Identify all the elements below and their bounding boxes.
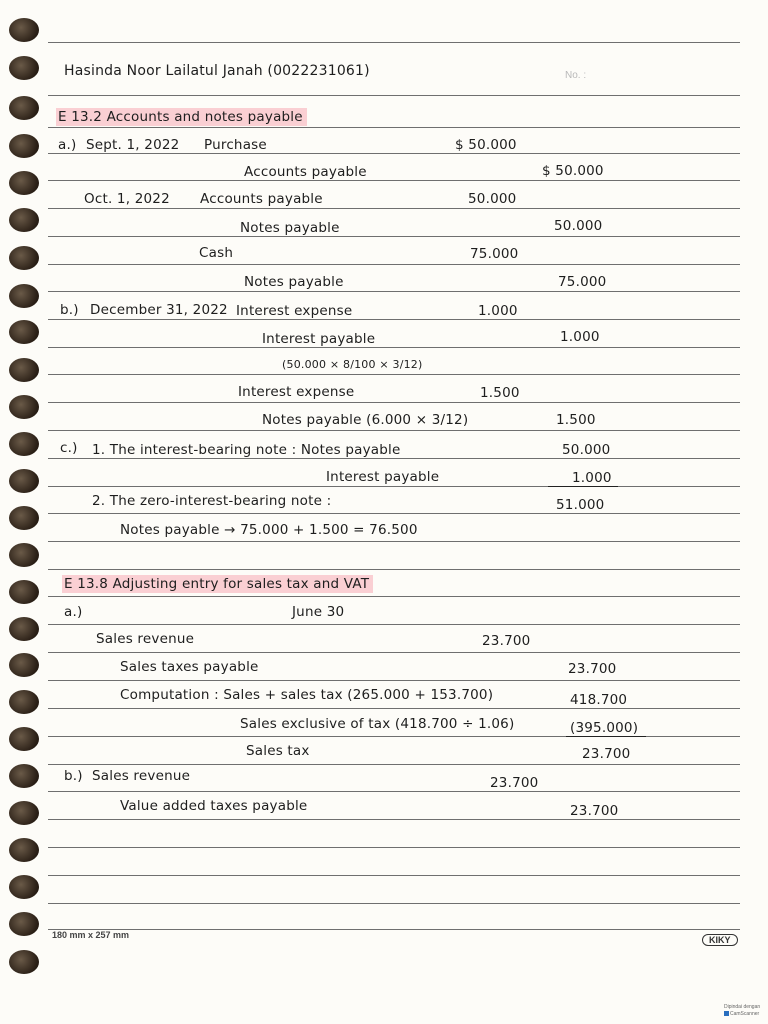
entry-date: Sept. 1, 2022 <box>86 137 180 153</box>
ruled-line <box>48 791 740 792</box>
ruled-line <box>48 903 740 904</box>
binder-hole <box>9 764 39 788</box>
debit-amount: $ 50.000 <box>455 137 517 153</box>
ruled-line <box>48 541 740 542</box>
ruled-line <box>48 624 740 625</box>
interest-calculation: (50.000 × 8/100 × 3/12) <box>282 358 423 371</box>
ruled-line <box>48 347 740 348</box>
ruled-line <box>48 486 740 487</box>
ruled-line <box>48 127 740 128</box>
account-name: Sales taxes payable <box>120 659 259 675</box>
binder-hole <box>9 617 39 641</box>
ruled-line <box>48 652 740 653</box>
ruled-line <box>48 569 740 570</box>
credit-amount: 1.500 <box>556 412 596 428</box>
ruled-line <box>48 819 740 820</box>
ruled-line <box>48 708 740 709</box>
total-underline <box>548 486 618 487</box>
credit-amount: 1.000 <box>560 329 600 345</box>
entry-date: Oct. 1, 2022 <box>84 191 170 207</box>
ruled-line <box>48 764 740 765</box>
binder-hole <box>9 395 39 419</box>
computation-line: Sales exclusive of tax (418.700 ÷ 1.06) <box>240 716 515 732</box>
debit-amount: 1.500 <box>480 385 520 401</box>
binder-hole <box>9 96 39 120</box>
entry-date: December 31, 2022 <box>90 302 228 318</box>
number-label: No. : <box>565 70 587 81</box>
ruled-line <box>48 180 740 181</box>
scanner-watermark <box>724 1004 764 1020</box>
total-underline <box>566 736 646 737</box>
credit-amount: 50.000 <box>554 218 603 234</box>
account-name: Notes payable <box>240 220 340 236</box>
part-c-label: c.) <box>60 440 78 456</box>
binder-hole <box>9 838 39 862</box>
binder-hole <box>9 432 39 456</box>
ruled-line <box>48 208 740 209</box>
binder-hole <box>9 801 39 825</box>
part-a-label: a.) <box>58 137 77 153</box>
ruled-line <box>48 402 740 403</box>
computation-amount: 418.700 <box>570 692 628 708</box>
debit-amount: 1.000 <box>478 303 518 319</box>
account-name: Interest expense <box>238 384 355 400</box>
binder-hole <box>9 653 39 677</box>
ruled-line <box>48 875 740 876</box>
account-name: Notes payable <box>244 274 344 290</box>
ruled-line <box>48 264 740 265</box>
account-name: Sales revenue <box>96 631 195 647</box>
ruled-line <box>48 291 740 292</box>
binder-hole <box>9 320 39 344</box>
binder-hole <box>9 18 39 42</box>
note-amount: 50.000 <box>562 442 611 458</box>
account-name: Purchase <box>204 137 267 153</box>
ruled-line <box>48 236 740 237</box>
binder-hole <box>9 358 39 382</box>
debit-amount: 23.700 <box>482 633 531 649</box>
ruled-line <box>48 680 740 681</box>
ruled-line <box>48 319 740 320</box>
binder-hole <box>9 208 39 232</box>
ruled-line <box>48 596 740 597</box>
note-calculation: Notes payable → 75.000 + 1.500 = 76.500 <box>120 522 418 538</box>
scanner-text-line1: Dipindai dengan <box>724 1004 761 1010</box>
account-name: Notes payable (6.000 × 3/12) <box>262 412 469 428</box>
ruled-line <box>48 513 740 514</box>
binder-hole <box>9 246 39 270</box>
debit-amount: 75.000 <box>470 246 519 262</box>
account-name: Interest expense <box>236 303 353 319</box>
computation-amount: (395.000) <box>570 720 639 736</box>
binder-hole <box>9 690 39 714</box>
binder-hole <box>9 134 39 158</box>
ruled-line <box>48 929 740 930</box>
note-total: 51.000 <box>556 497 605 513</box>
binder-hole <box>9 950 39 974</box>
paper-size-label: 180 mm x 257 mm <box>52 930 130 940</box>
part-b-label: b.) <box>60 302 79 318</box>
binder-hole <box>9 543 39 567</box>
binder-hole <box>9 469 39 493</box>
account-name: Sales revenue <box>92 768 191 784</box>
computation-line: Sales tax <box>246 743 310 759</box>
entry-date: June 30 <box>292 604 345 620</box>
student-name: Hasinda Noor Lailatul Janah (0022231061) <box>64 63 370 79</box>
debit-amount: 23.700 <box>490 775 539 791</box>
note-item: 2. The zero-interest-bearing note : <box>92 493 332 509</box>
debit-amount: 50.000 <box>468 191 517 207</box>
computation-amount: 23.700 <box>582 746 631 762</box>
scanner-text-line2: CamScanner <box>730 1011 760 1017</box>
account-name: Value added taxes payable <box>120 798 308 814</box>
part-b-label: b.) <box>64 768 83 784</box>
note-item: 1. The interest-bearing note : Notes payable <box>92 442 401 458</box>
credit-amount: 23.700 <box>568 661 617 677</box>
account-name: Interest payable <box>262 331 376 347</box>
camscanner-icon <box>724 1011 729 1016</box>
computation-line: Computation : Sales + sales tax (265.000 + 153.700) <box>120 687 494 703</box>
account-name: Accounts payable <box>200 191 323 207</box>
credit-amount: 23.700 <box>570 803 619 819</box>
account-name: Accounts payable <box>244 164 367 180</box>
ruled-line <box>48 430 740 431</box>
binder-hole <box>9 506 39 530</box>
brand-logo: KIKY <box>702 934 738 946</box>
binder-hole <box>9 580 39 604</box>
binder-hole <box>9 875 39 899</box>
binder-hole <box>9 727 39 751</box>
ruled-line <box>48 42 740 43</box>
note-amount: 1.000 <box>572 470 612 486</box>
section-title-e13-2: E 13.2 Accounts and notes payable <box>56 108 307 126</box>
note-item: Interest payable <box>326 469 440 485</box>
ruled-line <box>48 374 740 375</box>
binder-hole <box>9 56 39 80</box>
binder-hole <box>9 912 39 936</box>
section-title-e13-8: E 13.8 Adjusting entry for sales tax and VAT <box>62 575 373 593</box>
binder-hole <box>9 284 39 308</box>
account-name: Cash <box>199 245 234 261</box>
part-a-label: a.) <box>64 604 83 620</box>
ruled-line <box>48 847 740 848</box>
ruled-line <box>48 95 740 96</box>
credit-amount: 75.000 <box>558 274 607 290</box>
binder-hole <box>9 171 39 195</box>
credit-amount: $ 50.000 <box>542 163 604 179</box>
